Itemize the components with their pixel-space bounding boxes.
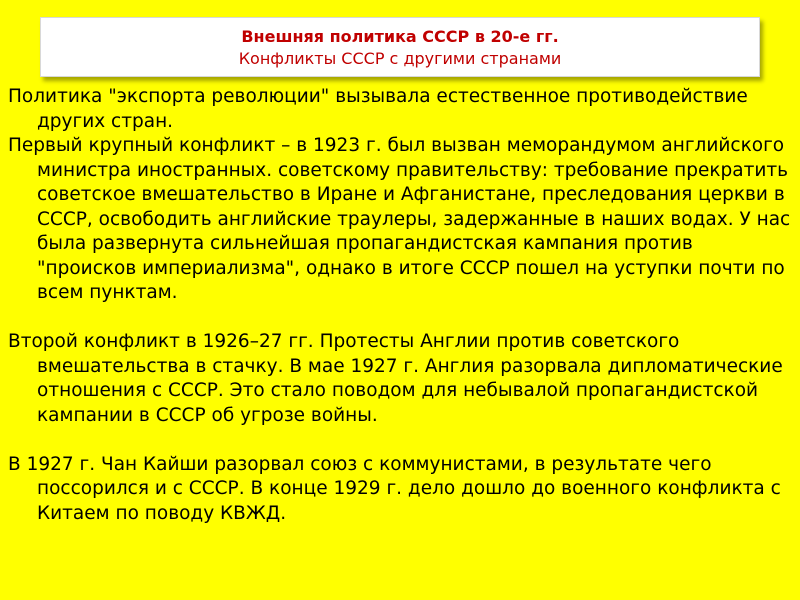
- paragraph-second-conflict: Второй конфликт в 1926–27 гг. Протесты Англии против советского вмешательства в стачку. В мае 1927 г. Англия разорвала дипломатические отношения с СССР. Это стало поводом для небывалой пропагандистской кампании в СССР об угрозе войны.: [8, 331, 783, 426]
- paragraph-china-conflict: В 1927 г. Чан Кайши разорвал союз с коммунистами, в результате чего поссорился и с СССР. В конце 1929 г. дело дошло до военного конфликта с Китаем по поводу КВЖД.: [8, 453, 781, 524]
- paragraph-spacer: [8, 428, 793, 453]
- paragraph-spacer: [8, 306, 793, 331]
- paragraph-first-conflict: Первый крупный конфликт – в 1923 г. был вызван меморандумом английского министра иностранных. советскому правительству: требование прекратить советское вмешательство в Иране и Афганистане, преследования церкви в СССР, освободить английские траулеры, задержанные в наших водах. У нас была развернута сильнейшая пропагандистская кампания против "происков империализма", однако в итоге СССР пошел на уступки почти по всем пунктам.: [8, 135, 791, 303]
- slide-title: Внешняя политика СССР в 20-е гг.: [241, 27, 559, 46]
- slide-title-box: [40, 17, 760, 77]
- slide-body: [8, 85, 793, 526]
- slide-subtitle: Конфликты СССР с другими странами: [238, 49, 562, 68]
- paragraph-revolution-export: Политика "экспорта революции" вызывала естественное противодействие других стран.: [8, 86, 748, 132]
